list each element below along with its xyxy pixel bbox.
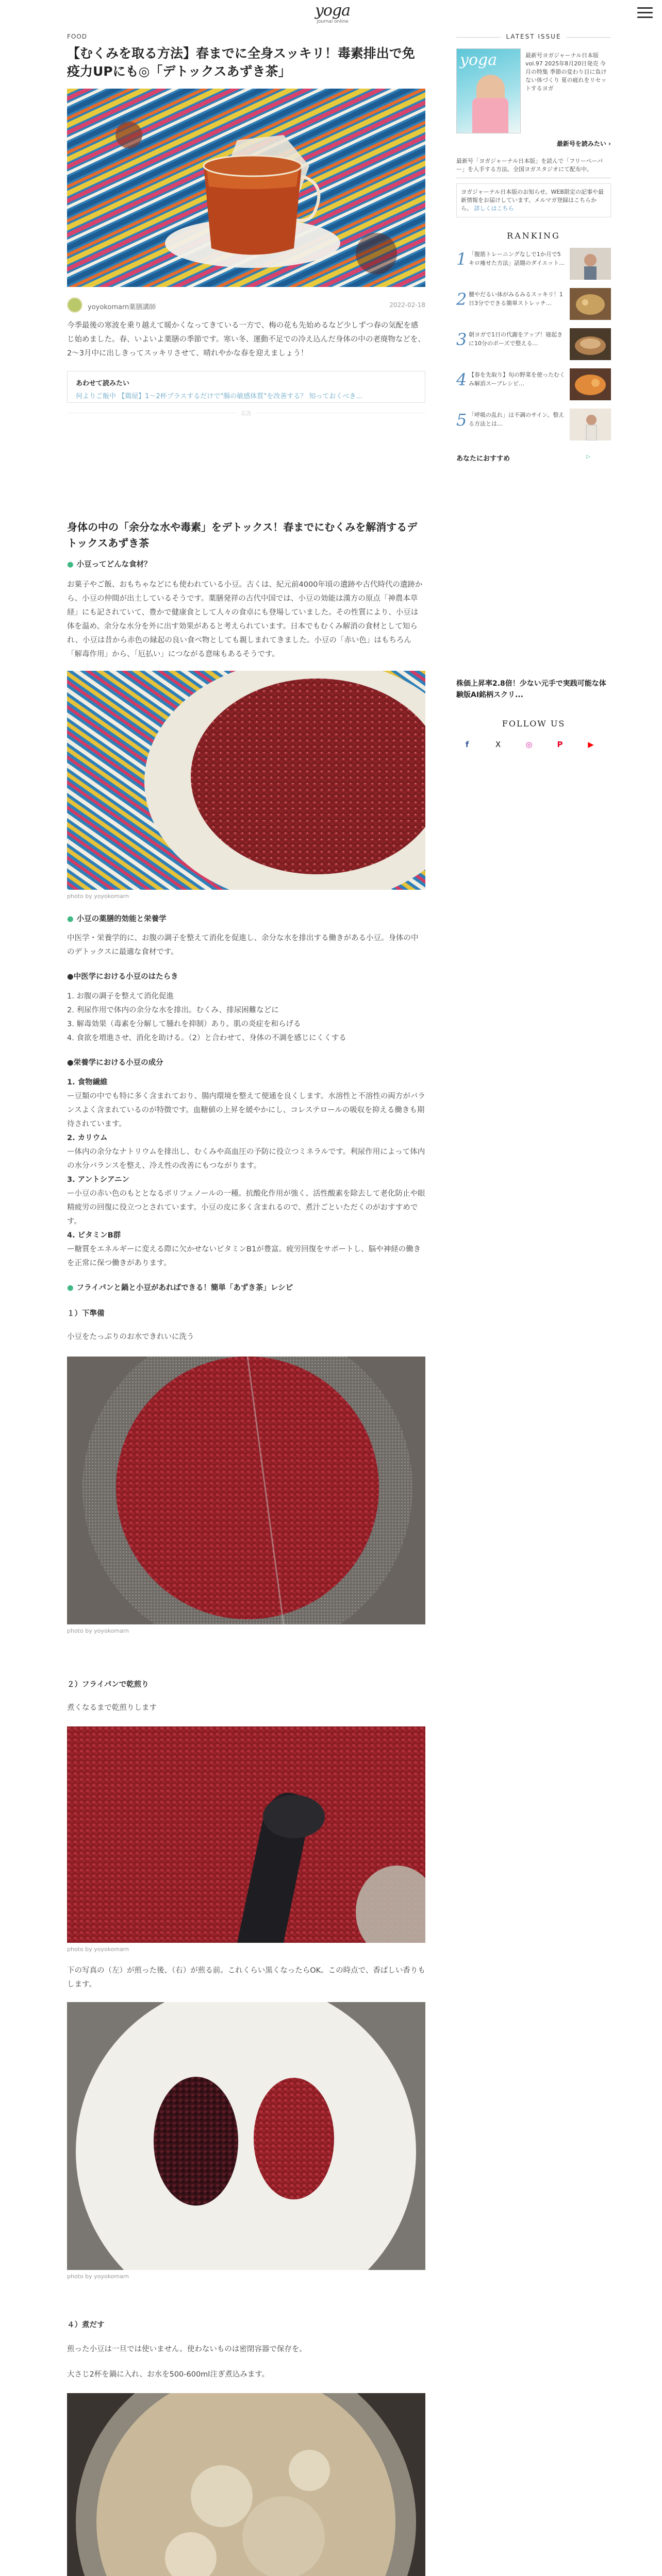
instagram-icon[interactable]: ◎ xyxy=(525,740,533,749)
nutrient-name: 2. カリウム xyxy=(67,1134,108,1142)
follow-us xyxy=(456,719,611,751)
issue-description: 最新号ヨガジャーナル日本版vol.97 2025年8月20日発売 今月の特集 季節の変わり目に負けない体づくり 夏の疲れをリセットするヨガ xyxy=(525,52,607,92)
nutrient-name: 4. ビタミンB群 xyxy=(67,1231,121,1240)
subheading-recipe xyxy=(67,1282,425,1294)
ranking-item-5[interactable] xyxy=(456,409,611,442)
list-item: 2. 利尿作用で体内の余分な水を排出。むくみ、排尿困難などに xyxy=(67,1006,279,1014)
subheading-azuki xyxy=(67,558,425,571)
pinterest-icon[interactable]: P xyxy=(557,740,563,749)
ranking-item-1[interactable] xyxy=(456,248,611,281)
latest-issue-heading xyxy=(456,33,611,43)
list-item xyxy=(67,1229,425,1270)
site-header xyxy=(0,0,662,29)
step-4-title: ４）煮だす xyxy=(67,2321,105,2329)
bullet-icon: ● xyxy=(67,1284,74,1292)
rank-number: 1 xyxy=(456,249,467,269)
spacer xyxy=(67,2280,425,2319)
paragraph-azuki: お菓子やご飯、おもちゃなどにも使われている小豆。古くは、紀元前4000年頃の遺跡や古代時代の遺跡から、小豆の仲間が出土しているそうです。薬膳発祥の古代中国では、小豆の効能は漢方の原点「神農本草経」にも記されていて、豊かで健康食として人々の食卓にも登場していました。その性質により、小豆は体を温め、余分な水分を外に出す効果があると考えられています。日本でもむくみ解消の食材として知られ、小豆は昔から赤色の縁起の良い食べ物としても親しまれてきました。小豆の「赤い色」はもちろん「解毒作用」から、「厄払い」につながる意味もあるそうです。 xyxy=(67,581,423,658)
rank-thumbnail xyxy=(570,248,611,280)
rank-title: 「呼吸の乱れ」は不調のサイン。整える方法とは… xyxy=(469,412,565,427)
rank-title: 【春を先取り】旬の野菜を使ったむくみ解消スープレシピ… xyxy=(469,371,565,387)
photo-washing-beans xyxy=(67,1357,425,1624)
hamburger-menu-icon[interactable] xyxy=(637,7,653,21)
tcm-title: ●中医学における小豆のはたらき xyxy=(67,973,178,981)
sponsored-headline[interactable]: 株価上昇率2.8倍！少ない元手で実践可能な体験版AI銘柄スクリ... xyxy=(456,680,606,699)
list-item xyxy=(67,1131,425,1173)
rank-thumbnail xyxy=(570,328,611,360)
nutrient-desc: ー糖質をエネルギーに変える際に欠かせないビタミンB1が豊富。疲労回復をサポートし、脳や神経の働きを正常に保つ働きがあります。 xyxy=(67,1245,421,1267)
publish-date: 2022-02-18 xyxy=(389,301,425,309)
step-4-text: 煎った小豆は一旦では使いません。使わないものは密閉容器で保存を。 xyxy=(67,2345,307,2353)
read-latest-button[interactable]: 最新号を読みたい › xyxy=(556,140,611,147)
author-name[interactable]: yoyokomarn薬膳講師 xyxy=(88,303,156,311)
rank-title: 腰やだるい体がみるみるスッキリ！1日3分でできる簡単ストレッチ… xyxy=(469,291,563,307)
photo-credit: photo by yoyokomarn xyxy=(67,893,129,900)
facebook-icon[interactable]: f xyxy=(465,740,469,749)
article xyxy=(67,33,425,2576)
bullet-icon: ● xyxy=(67,915,74,923)
step-2-text-b: 下の写真の（左）が煎った後、（右）が煎る前。これくらい黒くなったらOK。この時点で、香ばしい香りもします。 xyxy=(67,1967,425,1989)
photo-credit: photo by yoyokomarn xyxy=(67,1628,129,1634)
rank-thumbnail xyxy=(570,368,611,400)
step-1-text: 小豆をたっぷりのお水できれいに洗う xyxy=(67,1333,194,1341)
lead-paragraph: 今季最後の寒波を乗り越えて暖かくなってきている一方で、梅の花も先始めるなど少しずつ春の気配を感じ始めました。春、いよいよ薬膳の季節です。寒い冬、運動不足での冷え込んだ身体の中の老廃物などを、2〜3月中に出しきってスッキリさせて、晴れやかな春を迎えましょう！ xyxy=(67,321,425,358)
site-logo[interactable] xyxy=(315,3,351,25)
article-title: 【むくみを取る方法】春までに全身スッキリ！毒素排出で免疫力UPにも◎「デトックスあずき茶」 xyxy=(67,46,415,79)
youtube-icon[interactable]: ▶ xyxy=(588,740,594,749)
photo-azuki-beans xyxy=(67,671,425,890)
subheading-text: 小豆ってどんな食材？ xyxy=(76,561,152,569)
author-avatar[interactable] xyxy=(67,297,82,313)
recommend-label: あなたにおすすめ xyxy=(456,455,510,463)
photo-boiling xyxy=(67,2393,425,2576)
promo-box-text: ヨガジャーナル日本版のお知らせ。WEB限定の記事や最新情報をお届けしています。メルマガ登録はこちらから。 xyxy=(461,189,604,212)
cover-dress xyxy=(472,98,508,133)
ad-label: 広告 xyxy=(237,411,256,417)
recommend-heading xyxy=(456,453,611,465)
related-label: あわせて読みたい xyxy=(76,380,130,387)
ranking-item-2[interactable] xyxy=(456,288,611,321)
ranking-item-3[interactable] xyxy=(456,328,611,361)
subheading-effects xyxy=(67,913,425,925)
rank-title: 「腹筋トレーニングなしで1か月で5キロ痩せた方法」話題のダイエット… xyxy=(469,251,565,266)
rank-title: 朝ヨガで1日の代謝をアップ！寝起きに10分のポーズで整える… xyxy=(469,331,563,347)
list-item xyxy=(67,1076,425,1131)
rank-number: 4 xyxy=(456,370,467,389)
step-2-title: ２）フライパンで乾煎り xyxy=(67,1681,149,1689)
related-article-link[interactable]: 何よりご飯中 【鶏屋】1〜2杯プラスするだけで"腸の敏感体質"を改善する？ 知っておくべき... xyxy=(76,393,362,400)
related-articles-box xyxy=(67,371,425,403)
tcm-list xyxy=(67,990,425,1045)
nutrient-name: 1. 食物繊維 xyxy=(67,1078,108,1087)
list-item: 4. 食欲を増進させ、消化を助ける。（2）と合わせて、身体の不調を感じにくくする xyxy=(67,1034,346,1042)
subheading-text: 小豆の薬膳的効能と栄養学 xyxy=(76,915,167,923)
rank-thumbnail xyxy=(570,288,611,320)
spacer xyxy=(67,1634,425,1679)
promo-text[interactable]: 最新号「ヨガジャーナル日本版」を読んで「フリーペーパー」を入手する方法。全国ヨガスタジオにて配布中。 xyxy=(456,157,611,178)
hero-image xyxy=(67,89,425,287)
rank-number: 5 xyxy=(456,410,467,430)
nutrient-desc: ー豆類の中でも特に多く含まれており、腸内環境を整えて便通を良くします。水溶性と不溶性の両方がバランスよく含まれているのが特徴です。血糖値の上昇を緩やかにし、コレステロールの吸収を抑える働きも期待されています。 xyxy=(67,1092,425,1128)
nutrient-desc: ー小豆の赤い色のもととなるポリフェノールの一種。抗酸化作用が強く、活性酸素を除去して老化防止や眼精疲労の回復に役立つとされています。小豆の皮に多く含まれるので、煮汁ごといただくのがおすすめです。 xyxy=(67,1190,425,1226)
rank-thumbnail xyxy=(570,409,611,440)
ad-divider xyxy=(67,409,425,416)
rank-number: 3 xyxy=(456,330,467,349)
x-icon[interactable]: X xyxy=(495,740,501,749)
promo-box-link[interactable]: 詳しくはこちら xyxy=(474,205,514,212)
photo-roasting-beans xyxy=(67,1726,425,1943)
ad-choices-icon[interactable]: ▷ xyxy=(586,454,590,460)
photo-credit: photo by yoyokomarn xyxy=(67,2273,129,2280)
magazine-cover[interactable] xyxy=(456,48,521,133)
sidebar xyxy=(456,33,611,465)
section-heading: 身体の中の「余分な水や毒素」をデトックス！春までにむくみを解消するデトックスあずき茶 xyxy=(67,521,418,549)
logo-subtitle: journal online xyxy=(317,19,349,24)
article-category[interactable]: FOOD xyxy=(67,33,88,40)
photo-beans-comparison xyxy=(67,2002,425,2270)
social-links xyxy=(456,739,611,751)
nutrition-list xyxy=(67,1076,425,1270)
nutrition-title: ●栄養学における小豆の成分 xyxy=(67,1059,163,1067)
rank-number: 2 xyxy=(456,290,467,309)
subheading-text: フライパンと鍋と小豆があればできる！簡単「あずき茶」レシピ xyxy=(76,1284,293,1292)
nutrient-name: 3. アントシアニン xyxy=(67,1176,129,1184)
ranking-item-4[interactable] xyxy=(456,368,611,401)
ranking-heading: RANKING xyxy=(507,231,560,241)
follow-us-heading: FOLLOW US xyxy=(502,719,566,728)
cover-logo: yoga xyxy=(460,51,498,69)
latest-issue-label: LATEST ISSUE xyxy=(501,33,566,40)
paragraph-effects: 中医学・栄養学的に、お腹の調子を整えて消化を促進し、余分な水を排出する働きがある小豆。身体の中のデトックスに最適な食材です。 xyxy=(67,934,419,956)
list-item: 1. お腹の調子を整えて消化促進 xyxy=(67,992,174,1001)
byline xyxy=(67,293,425,318)
photo-credit: photo by yoyokomarn xyxy=(67,1946,129,1953)
logo-text: yoga xyxy=(315,2,351,20)
promo-box xyxy=(456,183,611,217)
step-4-text-b: 大さじ2杯を鍋に入れ、お水を500-600ml注ぎ煮込みます。 xyxy=(67,2370,270,2379)
bullet-icon: ● xyxy=(67,561,74,569)
step-2-text: 煮くなるまで乾煎りします xyxy=(67,1704,157,1712)
list-item: 3. 解毒効果（毒素を分解して腫れを抑制）あり。肌の炎症を和らげる xyxy=(67,1020,301,1028)
nutrient-desc: ー体内の余分なナトリウムを排出し、むくみや高血圧の予防に役立つミネラルです。利尿作用によって体内の水分バランスを整え、冷え性の改善にもつながります。 xyxy=(67,1148,425,1170)
ad-space xyxy=(67,416,425,519)
list-item xyxy=(67,1173,425,1229)
step-1-title: １）下準備 xyxy=(67,1310,105,1318)
latest-issue xyxy=(456,48,611,154)
